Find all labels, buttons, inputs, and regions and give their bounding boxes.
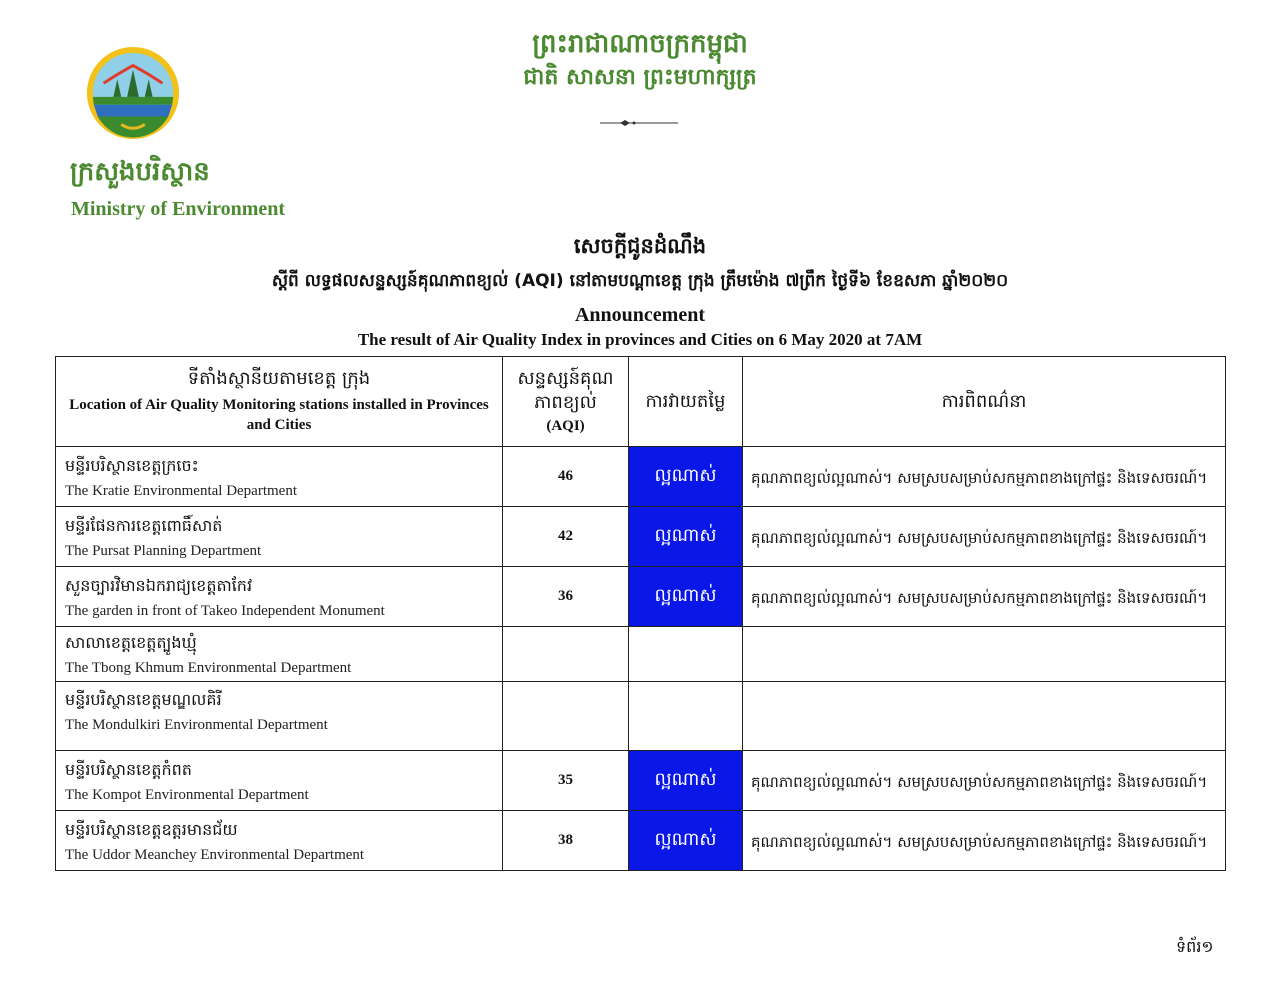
table-row [56, 567, 1226, 627]
location-english: The Kratie Environmental Department [65, 482, 297, 499]
location-english: The Tbong Khmum Environmental Department [65, 660, 352, 676]
location-khmer: សាលាខេត្តខេត្តត្បូងឃ្មុំ [65, 633, 197, 652]
header-evaluation [629, 357, 743, 447]
announcement-subject-english: The result of Air Quality Index in provinces and Cities on 6 May 2020 at 7AM [357, 330, 923, 349]
aqi-value [503, 682, 629, 751]
description-cell: គុណភាពខ្យល់ល្អណាស់។ សមស្របសម្រាប់សកម្មភាពខាងក្រៅផ្ទះ និងទេសចរណ៍។ [743, 751, 1226, 811]
location-english: The Pursat Planning Department [65, 542, 262, 559]
aqi-value: 38 [503, 811, 629, 871]
kingdom-motto: ជាតិ សាសនា ព្រះមហាក្សត្រ [523, 65, 757, 90]
table-row [56, 447, 1226, 507]
evaluation-badge [629, 682, 743, 751]
header-description-khmer: ការពិពណ៌នា [941, 390, 1027, 412]
description-cell: គុណភាពខ្យល់ល្អណាស់។ សមស្របសម្រាប់សកម្មភាពខាងក្រៅផ្ទះ និងទេសចរណ៍។ [743, 567, 1226, 627]
kingdom-header [440, 26, 840, 94]
header-aqi-english: (AQI) [546, 417, 585, 434]
aqi-table [55, 356, 1226, 871]
evaluation-badge: ល្អណាស់ [629, 447, 743, 507]
kingdom-title: ព្រះរាជាណាចក្រកម្ពុជា [532, 29, 748, 59]
header-aqi-khmer: សន្ទស្សន៍គុណភាពខ្យល់ [517, 367, 614, 413]
location-english: The Mondulkiri Environmental Department [65, 717, 328, 733]
aqi-value: 46 [503, 447, 629, 507]
header-location [56, 357, 503, 447]
aqi-value [503, 627, 629, 682]
location-khmer: មន្ទីរបរិស្ថានខេត្តឧត្តរមានជ័យ [65, 819, 238, 839]
location-cell [56, 567, 503, 627]
description-cell: គុណភាពខ្យល់ល្អណាស់។ សមស្របសម្រាប់សកម្មភាពខាងក្រៅផ្ទះ និងទេសចរណ៍។ [743, 507, 1226, 567]
ministry-logo [84, 44, 182, 142]
table-row [56, 811, 1226, 871]
evaluation-badge: ល្អណាស់ [629, 507, 743, 567]
announcement-title-english: Announcement [574, 304, 705, 326]
location-english: The Uddor Meanchey Environmental Department [65, 846, 365, 863]
aqi-value: 42 [503, 507, 629, 567]
location-cell [56, 507, 503, 567]
table-header-row [56, 357, 1226, 447]
location-cell [56, 627, 503, 682]
ministry-name-english: Ministry of Environment [71, 198, 286, 220]
description-cell: គុណភាពខ្យល់ល្អណាស់។ សមស្របសម្រាប់សកម្មភាពខាងក្រៅផ្ទះ និងទេសចរណ៍។ [743, 811, 1226, 871]
ornament-divider [598, 118, 680, 128]
location-khmer: សួនច្បារវិមានឯករាជ្យខេត្តតាកែវ [65, 575, 253, 595]
description-cell: គុណភាពខ្យល់ល្អណាស់។ សមស្របសម្រាប់សកម្មភាពខាងក្រៅផ្ទះ និងទេសចរណ៍។ [743, 447, 1226, 507]
table-row [56, 507, 1226, 567]
location-english: The Kompot Environmental Department [65, 786, 309, 803]
announcement-subject-khmer: ស្តីពី លទ្ធផលសន្ទស្សន៍គុណភាពខ្យល់ (AQI) នៅតាមបណ្តាខេត្ត ក្រុង ត្រឹមម៉ោង ៧ព្រឹក ថ្ងៃទី៦ ខែឧសភា ឆ្នាំ២០២០ [271, 271, 1009, 291]
evaluation-badge [629, 627, 743, 682]
location-cell [56, 447, 503, 507]
location-cell [56, 682, 503, 751]
aqi-value: 35 [503, 751, 629, 811]
location-khmer: មន្ទីរបរិស្ថានខេត្តមណ្ឌលគិរី [65, 690, 222, 709]
location-khmer: មន្ទីរផែនការខេត្តពោធិ៍សាត់ [65, 515, 223, 535]
location-cell [56, 751, 503, 811]
announcement-title-khmer: សេចក្តីជូនដំណឹង [573, 234, 707, 258]
aqi-value: 36 [503, 567, 629, 627]
location-english: The garden in front of Takeo Independent Monument [65, 602, 385, 619]
ministry-name-khmer: ក្រសួងបរិស្ថាន [70, 157, 210, 187]
description-cell [743, 627, 1226, 682]
table-row [56, 627, 1226, 682]
description-cell [743, 682, 1226, 751]
header-location-khmer: ទីតាំងស្ថានីយតាមខេត្ត ក្រុង [187, 367, 371, 389]
location-cell [56, 811, 503, 871]
page-number: ទំព័រ១ [1176, 937, 1214, 956]
evaluation-badge: ល្អណាស់ [629, 751, 743, 811]
header-location-english: Location of Air Quality Monitoring stations installed in Provinces and Cities [69, 396, 489, 433]
location-khmer: មន្ទីរបរិស្ថានខេត្តកំពត [65, 759, 192, 779]
header-aqi [503, 357, 629, 447]
location-khmer: មន្ទីរបរិស្ថានខេត្តក្រចេះ [65, 455, 199, 475]
header-description [743, 357, 1226, 447]
table-row [56, 682, 1226, 751]
evaluation-badge: ល្អណាស់ [629, 811, 743, 871]
header-evaluation-khmer: ការវាយតម្លៃ [645, 390, 726, 412]
table-row [56, 751, 1226, 811]
evaluation-badge: ល្អណាស់ [629, 567, 743, 627]
